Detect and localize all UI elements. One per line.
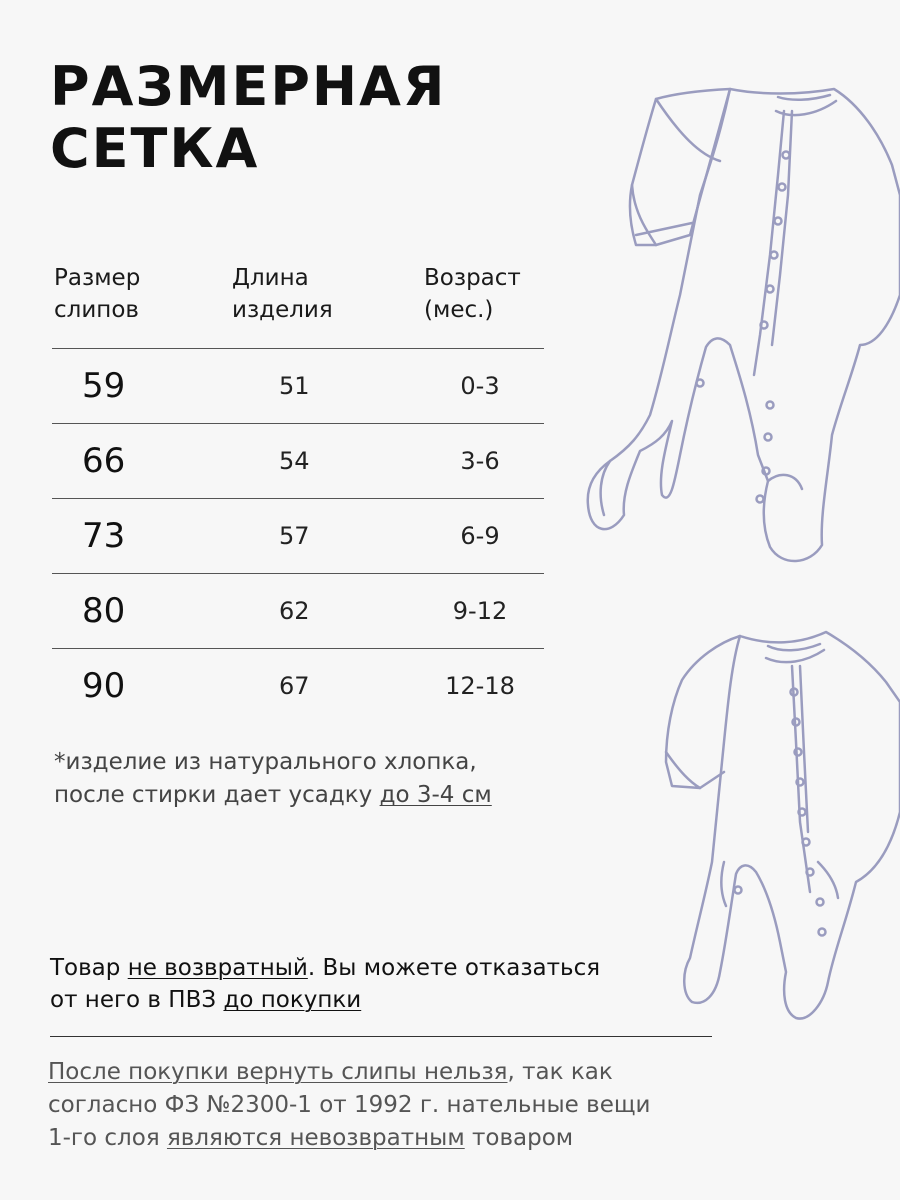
size-cell: 90: [82, 666, 126, 706]
note-line-2-text: после стирки дает усадку: [54, 782, 380, 808]
length-cell: 67: [279, 672, 310, 700]
header-age-line-2: (мес.): [424, 297, 494, 323]
legal-note: [48, 1056, 650, 1155]
size-cell: 59: [82, 366, 126, 406]
header-length: [232, 262, 333, 326]
sleepsuit-front-illustration: [570, 75, 900, 575]
note-shrinkage-value: до 3-4 см: [379, 782, 492, 808]
header-age-line-1: Возраст: [424, 265, 521, 291]
header-size-line-2: слипов: [54, 297, 139, 323]
title-line-2: СЕТКА: [50, 117, 260, 180]
age-cell: 6-9: [460, 522, 500, 550]
length-cell: 51: [279, 372, 310, 400]
size-cell: 80: [82, 591, 126, 631]
age-cell: 0-3: [460, 372, 500, 400]
sleepsuit-small-illustration: [660, 622, 900, 1032]
legal-line-1: [48, 1056, 650, 1089]
return-text-a: Товар: [50, 955, 128, 981]
length-cell: 54: [279, 447, 310, 475]
table-row: [52, 498, 544, 573]
return-line-1: [50, 952, 600, 984]
return-text-c: . Вы можете отказаться: [307, 955, 601, 981]
table-row: [52, 348, 544, 423]
length-cell: 57: [279, 522, 310, 550]
size-table: [52, 262, 544, 723]
length-cell: 62: [279, 597, 310, 625]
legal-text-3c: товаром: [464, 1125, 574, 1151]
page-title: [50, 56, 447, 180]
return-line-2: [50, 984, 600, 1016]
header-size: [54, 262, 140, 326]
age-cell: 9-12: [452, 597, 508, 625]
table-row: [52, 573, 544, 648]
header-age: [424, 262, 521, 326]
age-cell: 3-6: [460, 447, 500, 475]
legal-emphasis-2: являются невозвратным: [166, 1125, 465, 1151]
header-length-line-2: изделия: [232, 297, 333, 323]
return-policy: [50, 952, 600, 1016]
legal-text-3a: 1-го слоя: [48, 1125, 167, 1151]
age-cell: 12-18: [445, 672, 515, 700]
legal-text-1: , так как: [507, 1059, 613, 1085]
non-returnable-emphasis: не возвратный: [127, 955, 308, 981]
legal-emphasis-1: После покупки вернуть слипы нельзя: [48, 1059, 508, 1085]
before-purchase-emphasis: до покупки: [223, 987, 362, 1013]
size-table-header: [52, 262, 544, 348]
header-length-line-1: Длина: [232, 265, 309, 291]
divider: [50, 1036, 712, 1037]
legal-line-2: согласно ФЗ №2300-1 от 1992 г. нательные вещи: [48, 1092, 651, 1118]
header-size-line-1: Размер: [54, 265, 141, 291]
legal-line-3: [48, 1122, 650, 1155]
size-cell: 73: [82, 516, 126, 556]
title-line-1: РАЗМЕРНАЯ: [50, 55, 447, 118]
table-row: [52, 648, 544, 723]
return-text-d: от него в ПВЗ: [50, 987, 224, 1013]
note-line-1: *изделие из натурального хлопка,: [54, 749, 477, 775]
table-row: [52, 423, 544, 498]
shrinkage-note: [54, 746, 492, 812]
note-line-2: [54, 779, 492, 812]
size-cell: 66: [82, 441, 126, 481]
